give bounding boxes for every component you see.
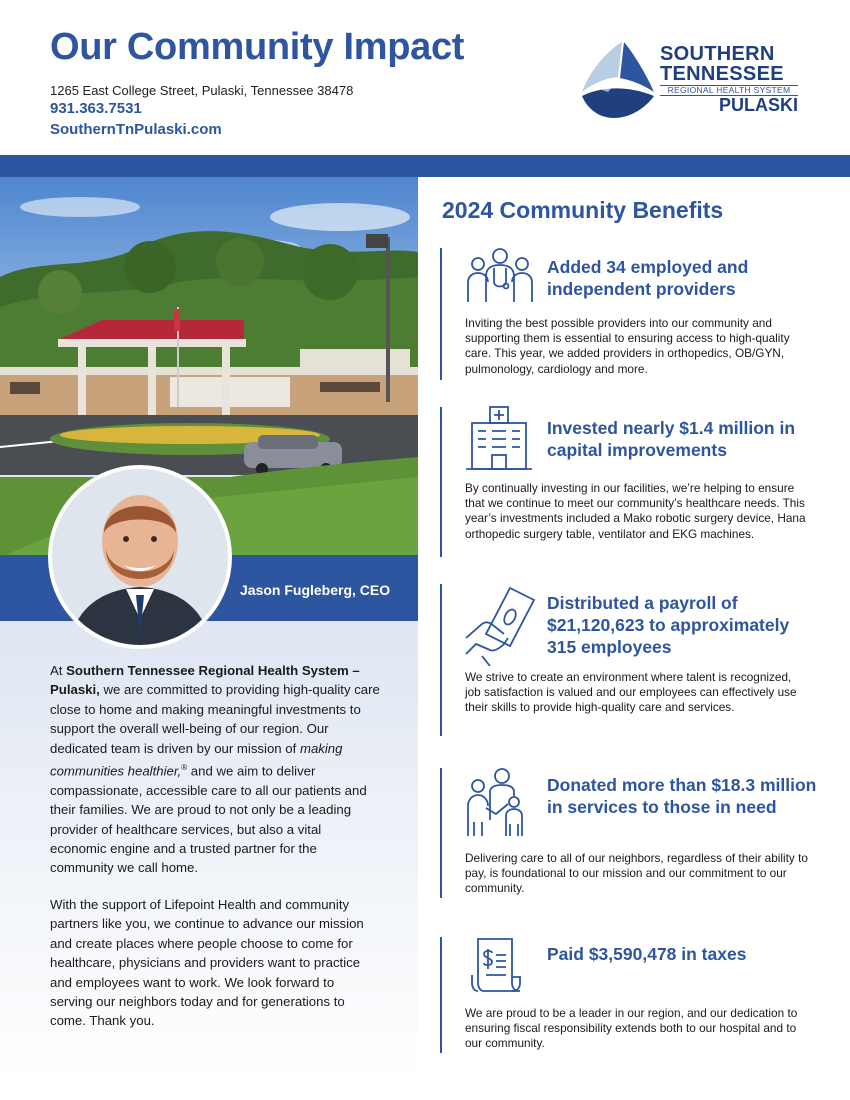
letter-lead: At — [50, 663, 67, 678]
registered-mark: ® — [181, 763, 188, 773]
benefit-2-heading: Invested nearly $1.4 million in capital improvements — [547, 418, 796, 460]
header-divider-bar — [0, 155, 850, 177]
letter-org-name: Southern Tennessee Regional Health System – Pulaski, — [50, 663, 360, 698]
family-icon — [464, 768, 534, 840]
benefit-5-heading: Paid $3,590,478 in taxes — [547, 944, 747, 964]
website-link[interactable]: SouthernTnPulaski.com — [50, 121, 222, 138]
benefit-4-text: Delivering care to all of our neighbors, regardless of their ability to pay, is foundational to our mission and our commitment to our community. — [465, 851, 808, 896]
letter-text-a: we are committed to providing high-quality care close to home and making meaningful investments to support the overall well-being of our region. Our dedicated team is driven by our mission of — [50, 682, 380, 756]
letter-paragraph-1 — [50, 661, 380, 878]
benefit-3-heading: Distributed a payroll of $21,120,623 to approximately 315 employees — [547, 593, 790, 657]
logo-line-2: TENNESSEE — [660, 63, 784, 85]
address: 1265 East College Street, Pulaski, Tennessee 38478 — [50, 83, 354, 98]
logo-line-1: SOUTHERN — [660, 43, 775, 65]
benefit-4-heading: Donated more than $18.3 million in services to those in need — [547, 775, 817, 817]
ceo-portrait-icon — [52, 469, 228, 645]
benefit-1-text: Inviting the best possible providers into our community and supporting them is essential to ensuring access to high-quality care. This year, we added providers in orthopedics, OB/GYN, pulmonology, cardiology and more. — [465, 316, 790, 376]
benefit-donations — [440, 768, 820, 898]
header — [0, 0, 850, 155]
benefit-taxes — [440, 937, 820, 1053]
ceo-caption: Jason Fugleberg, CEO — [240, 582, 391, 598]
logo-line-3: REGIONAL HEALTH SYSTEM — [660, 85, 798, 96]
tax-document-icon — [464, 937, 524, 993]
benefits-title: 2024 Community Benefits — [442, 197, 724, 223]
hand-money-icon — [464, 586, 536, 666]
benefit-capital — [440, 407, 820, 557]
letter-mission: making communities healthier, — [50, 740, 343, 779]
logo-line-4: PULASKI — [718, 95, 798, 115]
benefit-payroll — [440, 584, 820, 736]
ceo-portrait — [48, 465, 232, 649]
benefit-5-text: We are proud to be a leader in our region, and our dedication to ensuring fiscal responsibility extends both to our hospital and to our community. — [465, 1006, 798, 1051]
page-title: Our Community Impact — [50, 26, 465, 68]
logo-mark-icon — [578, 40, 658, 120]
logo — [578, 40, 800, 120]
left-column — [0, 177, 418, 1100]
hospital-building-icon — [464, 405, 534, 471]
letter-paragraph-2: With the support of Lifepoint Health and community partners like you, we continue to advance our mission and create places where people choose to come for healthcare, physicians and providers want to practice and employees want to work. We look forward to serving our neighbors today and for generations to come. Thank you. — [50, 897, 364, 1029]
benefit-providers — [440, 248, 820, 380]
benefit-1-heading: Added 34 employed and independent providers — [547, 257, 749, 299]
letter-text-b: and we aim to deliver compassionate, accessible care to all our patients and their families. We are proud to not only be a leading provider of healthcare services, but also a vital economic engine and a trusted partner for the community we call home. — [50, 763, 367, 876]
benefit-3-text: We strive to create an environment where talent is recognized, job satisfaction is valued and our employees can effectively use their skills to provide high-quality care and services. — [465, 670, 797, 715]
phone-number[interactable]: 931.363.7531 — [50, 100, 142, 117]
providers-icon — [464, 248, 536, 304]
benefit-2-text: By continually investing in our facilities, we’re helping to ensure that we continue to meet our community’s healthcare needs. This year’s investments included a Mako robotic surgery device, Hana orthopedic surgery table, ventilator and EKG machines. — [465, 481, 806, 541]
